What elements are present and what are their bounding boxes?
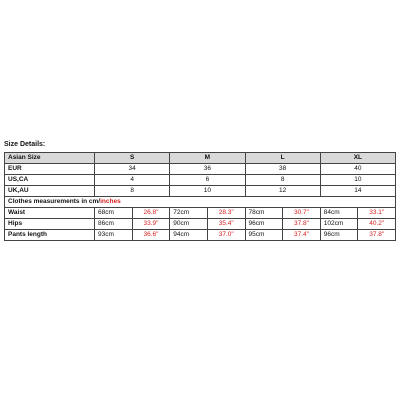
inch-cell: 33.1"	[358, 208, 396, 219]
inch-cell: 33.9"	[132, 219, 170, 230]
table-cell: 8	[95, 186, 170, 197]
cm-cell: 72cm	[170, 208, 208, 219]
cm-cell: 94cm	[170, 230, 208, 241]
table-cell: 38	[245, 164, 320, 175]
measurements-heading	[5, 197, 396, 208]
table-row	[5, 230, 396, 241]
inch-cell: 40.2"	[358, 219, 396, 230]
inch-cell: 26.8"	[132, 208, 170, 219]
cm-cell: 96cm	[320, 230, 358, 241]
row-label: Hips	[5, 219, 95, 230]
inch-cell: 28.3"	[207, 208, 245, 219]
size-header-l: L	[245, 153, 320, 164]
cm-cell: 96cm	[245, 219, 283, 230]
cm-cell: 95cm	[245, 230, 283, 241]
measurements-heading-accent: inches	[100, 198, 121, 205]
inch-cell: 36.6"	[132, 230, 170, 241]
table-cell: 8	[245, 175, 320, 186]
row-label: Waist	[5, 208, 95, 219]
cm-cell: 68cm	[95, 208, 133, 219]
page-title: Size Details:	[4, 141, 46, 148]
table-row	[5, 208, 396, 219]
table-cell: 12	[245, 186, 320, 197]
cm-cell: 78cm	[245, 208, 283, 219]
cm-cell: 90cm	[170, 219, 208, 230]
table-row	[5, 186, 396, 197]
inch-cell: 30.7"	[283, 208, 321, 219]
table-cell: 40	[320, 164, 395, 175]
row-label: Pants length	[5, 230, 95, 241]
row-label: US,CA	[5, 175, 95, 186]
size-header-s: S	[95, 153, 170, 164]
table-cell: 14	[320, 186, 395, 197]
inch-cell: 37.0"	[207, 230, 245, 241]
header-label: Asian Size	[5, 153, 95, 164]
table-cell: 10	[170, 186, 245, 197]
table-row	[5, 219, 396, 230]
inch-cell: 37.8"	[283, 219, 321, 230]
size-chart-table	[4, 152, 396, 241]
inch-cell: 37.8"	[358, 230, 396, 241]
table-cell: 36	[170, 164, 245, 175]
size-header-xl: XL	[320, 153, 395, 164]
inch-cell: 37.4"	[283, 230, 321, 241]
table-cell: 6	[170, 175, 245, 186]
row-label: UK,AU	[5, 186, 95, 197]
inch-cell: 35.4"	[207, 219, 245, 230]
table-cell: 4	[95, 175, 170, 186]
cm-cell: 86cm	[95, 219, 133, 230]
cm-cell: 93cm	[95, 230, 133, 241]
table-row	[5, 175, 396, 186]
table-header-row	[5, 153, 396, 164]
cm-cell: 84cm	[320, 208, 358, 219]
size-header-m: M	[170, 153, 245, 164]
row-label: EUR	[5, 164, 95, 175]
cm-cell: 102cm	[320, 219, 358, 230]
table-cell: 10	[320, 175, 395, 186]
measurements-heading-text: Clothes measurements in cm/	[8, 198, 101, 205]
table-cell: 34	[95, 164, 170, 175]
measurements-heading-row	[5, 197, 396, 208]
table-row	[5, 164, 396, 175]
